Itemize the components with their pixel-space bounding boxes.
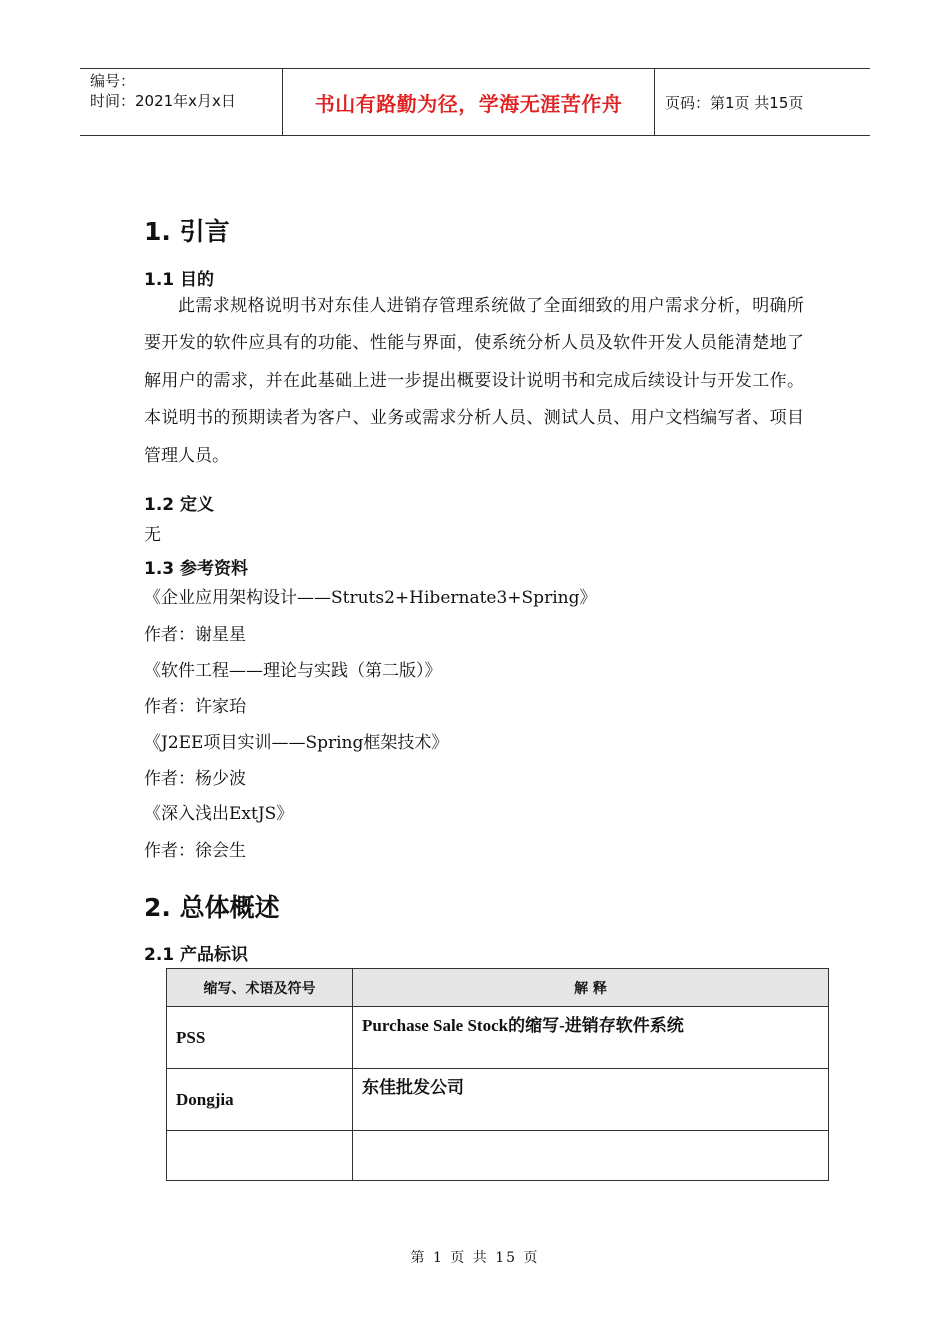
- section-1-2-title: 1.2 定义: [144, 495, 215, 515]
- table-cell-term: Dongjia: [167, 1069, 353, 1131]
- section-1-1-title: 1.1 目的: [144, 270, 215, 290]
- product-identification-table: [166, 968, 829, 1181]
- reference-item: 《深入浅出ExtJS》: [144, 804, 294, 824]
- section-1-1-text: 此需求规格说明书对东佳人进销存管理系统做了全面细致的用户需求分析，明确所要开发的软件应具有的功能、性能与界面，使系统分析人员及软件开发人员能清楚地了解用户的需求，并在此基础上进一步提出概要设计说明书和完成后续设计与开发工作。本说明书的预期读者为客户、业务或需求分析人员、测试人员、用户文档编写者、项目管理人员。: [144, 296, 804, 466]
- number-label: 编号：: [90, 72, 136, 90]
- table-row: [167, 1069, 829, 1131]
- reference-author: 作者：徐会生: [144, 841, 246, 861]
- time-label: 时间：2021年x月x日: [90, 92, 236, 110]
- section-1-3-title: 1.3 参考资料: [144, 559, 249, 579]
- table-header-cell: 缩写、术语及符号: [167, 969, 353, 1007]
- table-cell-explanation: 东佳批发公司: [353, 1069, 829, 1131]
- table-row: [167, 1131, 829, 1181]
- table-row: [167, 1007, 829, 1069]
- page-header: [80, 68, 870, 136]
- table-header-row: [167, 969, 829, 1007]
- reference-author: 作者：杨少波: [144, 769, 246, 789]
- reference-item: 《企业应用架构设计——Struts2+Hibernate3+Spring》: [144, 588, 597, 608]
- header-page-info: 页码：第1页 共15页: [665, 93, 804, 112]
- reference-author: 作者：谢星星: [144, 625, 246, 645]
- header-meta: [80, 69, 282, 135]
- header-motto: 书山有路勤为径，学海无涯苦作舟: [282, 69, 655, 135]
- table-header-cell: 解 释: [353, 969, 829, 1007]
- page-footer: 第 1 页 共 15 页: [410, 1250, 540, 1266]
- table-cell-term: PSS: [167, 1007, 353, 1069]
- reference-item: 《软件工程——理论与实践（第二版）》: [144, 661, 442, 681]
- reference-item: 《J2EE项目实训——Spring框架技术》: [144, 733, 449, 753]
- section-1-title: 1. 引言: [144, 217, 230, 246]
- table-cell-explanation: [353, 1131, 829, 1181]
- table-cell-term: [167, 1131, 353, 1181]
- section-2-1-title: 2.1 产品标识: [144, 945, 249, 965]
- section-2-title: 2. 总体概述: [144, 893, 280, 922]
- reference-author: 作者：许家珆: [144, 697, 246, 717]
- section-1-2-text: 无: [144, 525, 161, 545]
- table-cell-explanation: Purchase Sale Stock的缩写-进销存软件系统: [353, 1007, 829, 1069]
